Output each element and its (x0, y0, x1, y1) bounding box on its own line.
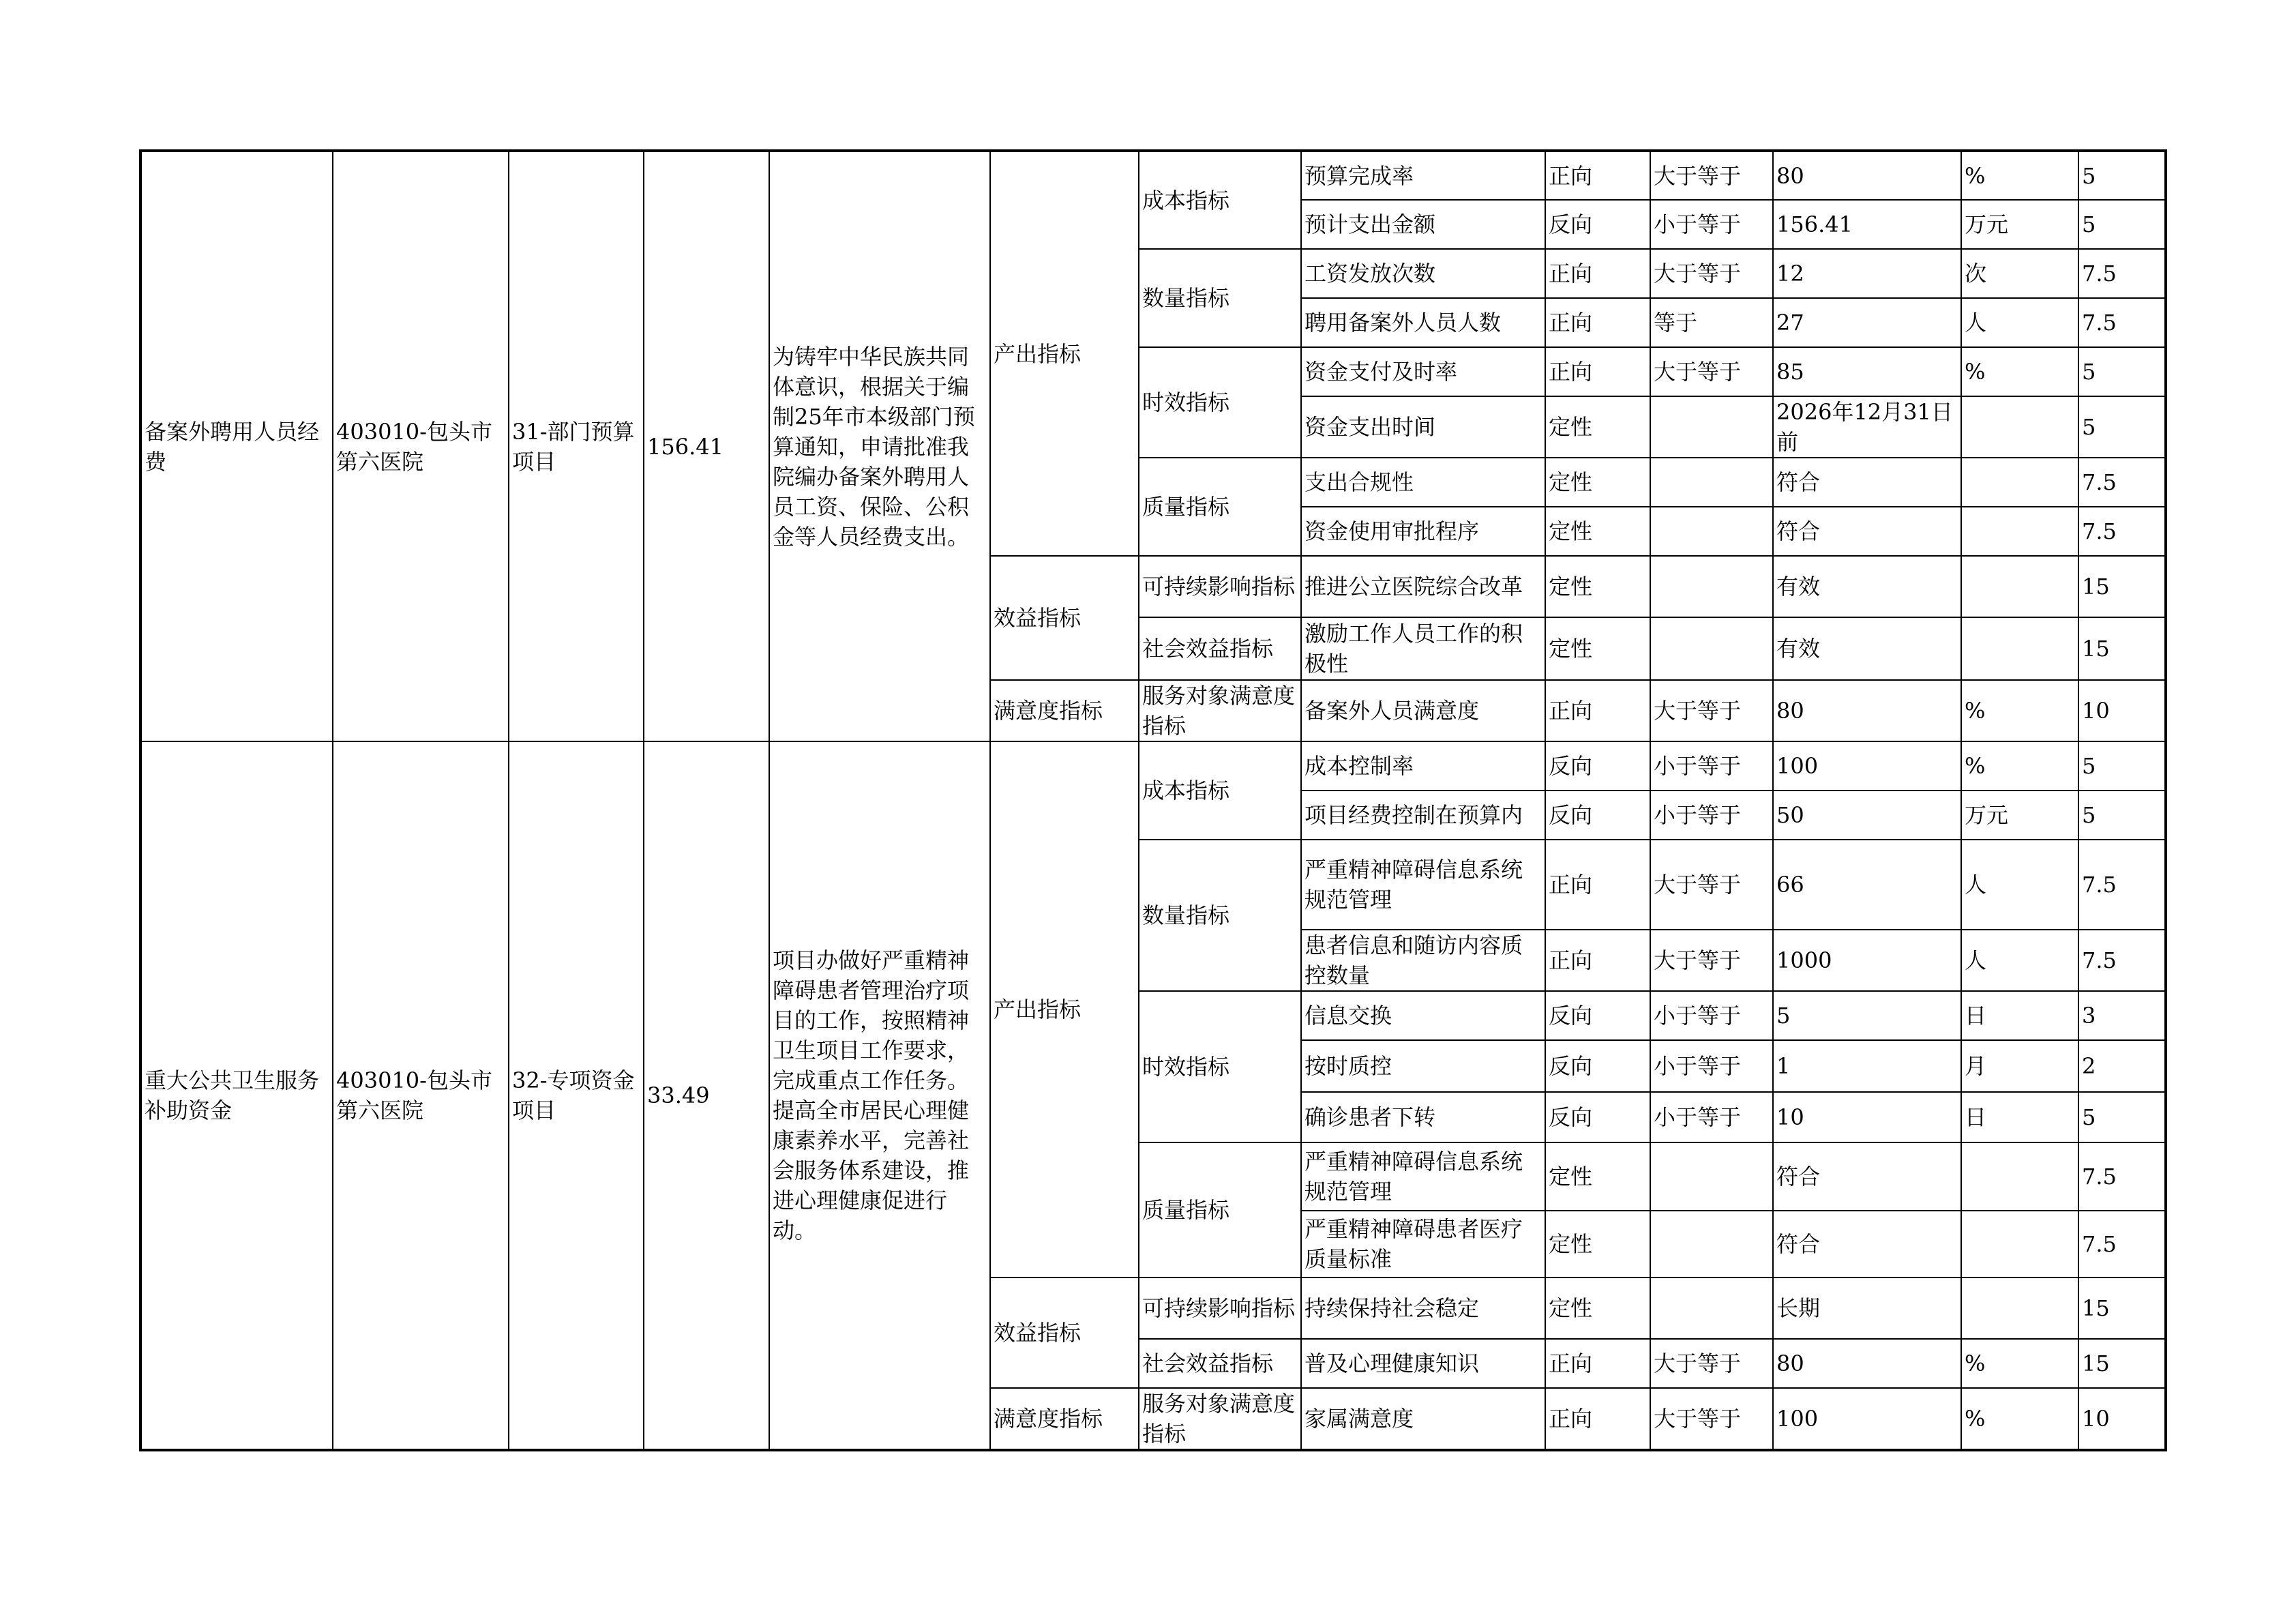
indicator-operator: 大于等于 (1650, 347, 1773, 396)
indicator-operator: 小于等于 (1650, 991, 1773, 1040)
level2-indicator: 质量指标 (1139, 458, 1301, 556)
indicator-name: 信息交换 (1301, 991, 1545, 1040)
indicator-value: 66 (1773, 840, 1961, 930)
level2-indicator: 可持续影响指标 (1139, 556, 1301, 617)
indicator-value: 2026年12月31日前 (1773, 396, 1961, 458)
level1-indicator: 满意度指标 (990, 680, 1139, 741)
indicator-unit: % (1961, 347, 2078, 396)
indicator-operator: 大于等于 (1650, 151, 1773, 200)
indicator-direction: 定性 (1545, 1211, 1650, 1278)
indicator-name: 激励工作人员工作的积极性 (1301, 617, 1545, 680)
indicator-weight: 2 (2078, 1040, 2166, 1092)
indicator-direction: 定性 (1545, 556, 1650, 617)
indicator-weight: 7.5 (2078, 249, 2166, 298)
indicator-unit: 日 (1961, 1092, 2078, 1142)
indicator-operator (1650, 617, 1773, 680)
indicator-direction: 正向 (1545, 930, 1650, 991)
indicator-direction: 反向 (1545, 1040, 1650, 1092)
indicator-value: 100 (1773, 1388, 1961, 1450)
indicator-name: 资金支付及时率 (1301, 347, 1545, 396)
indicator-value: 80 (1773, 1339, 1961, 1388)
indicator-operator: 小于等于 (1650, 791, 1773, 840)
indicator-value: 符合 (1773, 1211, 1961, 1278)
indicator-weight: 10 (2078, 1388, 2166, 1450)
indicator-name: 按时质控 (1301, 1040, 1545, 1092)
indicator-operator: 小于等于 (1650, 1040, 1773, 1092)
indicator-name: 持续保持社会稳定 (1301, 1278, 1545, 1339)
indicator-operator (1650, 458, 1773, 507)
indicator-unit (1961, 1142, 2078, 1211)
indicator-value: 85 (1773, 347, 1961, 396)
indicator-unit (1961, 617, 2078, 680)
indicator-unit: % (1961, 151, 2078, 200)
indicator-weight: 7.5 (2078, 1142, 2166, 1211)
table-row (140, 151, 2166, 200)
indicator-weight: 5 (2078, 200, 2166, 249)
indicator-weight: 7.5 (2078, 507, 2166, 556)
indicator-weight: 15 (2078, 556, 2166, 617)
indicator-weight: 7.5 (2078, 298, 2166, 347)
indicator-direction: 正向 (1545, 298, 1650, 347)
indicator-weight: 5 (2078, 1092, 2166, 1142)
indicator-unit: % (1961, 741, 2078, 791)
indicator-unit: 日 (1961, 991, 2078, 1040)
indicator-name: 确诊患者下转 (1301, 1092, 1545, 1142)
indicator-value: 12 (1773, 249, 1961, 298)
indicator-value: 80 (1773, 151, 1961, 200)
project-description: 项目办做好严重精神障碍患者管理治疗项目的工作，按照精神卫生项目工作要求，完成重点工作任务。提高全市居民心理健康素养水平，完善社会服务体系建设，推进心理健康促进行动。 (769, 741, 990, 1450)
project-description: 为铸牢中华民族共同体意识，根据关于编制25年市本级部门预算通知，申请批准我院编办备案外聘用人员工资、保险、公积金等人员经费支出。 (769, 151, 990, 741)
level2-indicator: 服务对象满意度指标 (1139, 1388, 1301, 1450)
indicator-weight: 15 (2078, 1339, 2166, 1388)
indicator-operator (1650, 556, 1773, 617)
indicator-name: 家属满意度 (1301, 1388, 1545, 1450)
indicator-name: 聘用备案外人员人数 (1301, 298, 1545, 347)
level2-indicator: 服务对象满意度指标 (1139, 680, 1301, 741)
performance-table (139, 149, 2167, 1451)
indicator-direction: 正向 (1545, 680, 1650, 741)
indicator-value: 有效 (1773, 617, 1961, 680)
indicator-name: 普及心理健康知识 (1301, 1339, 1545, 1388)
indicator-weight: 15 (2078, 617, 2166, 680)
indicator-weight: 7.5 (2078, 930, 2166, 991)
indicator-direction: 正向 (1545, 1388, 1650, 1450)
level2-indicator: 成本指标 (1139, 741, 1301, 840)
indicator-weight: 7.5 (2078, 840, 2166, 930)
indicator-direction: 正向 (1545, 840, 1650, 930)
indicator-direction: 反向 (1545, 1092, 1650, 1142)
indicator-weight: 7.5 (2078, 1211, 2166, 1278)
indicator-direction: 反向 (1545, 741, 1650, 791)
indicator-weight: 5 (2078, 347, 2166, 396)
indicator-value: 1 (1773, 1040, 1961, 1092)
indicator-direction: 定性 (1545, 396, 1650, 458)
indicator-unit: 人 (1961, 930, 2078, 991)
indicator-operator: 大于等于 (1650, 1339, 1773, 1388)
project-category: 31-部门预算项目 (509, 151, 644, 741)
project-amount: 156.41 (644, 151, 769, 741)
indicator-unit: 次 (1961, 249, 2078, 298)
indicator-direction: 定性 (1545, 617, 1650, 680)
indicator-direction: 反向 (1545, 200, 1650, 249)
indicator-value: 156.41 (1773, 200, 1961, 249)
indicator-operator: 小于等于 (1650, 200, 1773, 249)
indicator-operator: 大于等于 (1650, 840, 1773, 930)
level1-indicator: 产出指标 (990, 151, 1139, 556)
indicator-direction: 定性 (1545, 1278, 1650, 1339)
level2-indicator: 数量指标 (1139, 249, 1301, 347)
indicator-direction: 定性 (1545, 458, 1650, 507)
indicator-operator: 等于 (1650, 298, 1773, 347)
indicator-operator (1650, 1211, 1773, 1278)
indicator-unit: 万元 (1961, 200, 2078, 249)
indicator-weight: 5 (2078, 791, 2166, 840)
indicator-name: 预算完成率 (1301, 151, 1545, 200)
indicator-direction: 反向 (1545, 991, 1650, 1040)
project-category: 32-专项资金项目 (509, 741, 644, 1450)
indicator-direction: 正向 (1545, 1339, 1650, 1388)
indicator-unit: % (1961, 1388, 2078, 1450)
indicator-value: 符合 (1773, 458, 1961, 507)
indicator-weight: 5 (2078, 151, 2166, 200)
indicator-unit: % (1961, 680, 2078, 741)
indicator-operator: 大于等于 (1650, 1388, 1773, 1450)
level2-indicator: 时效指标 (1139, 347, 1301, 458)
indicator-direction: 正向 (1545, 347, 1650, 396)
indicator-name: 严重精神障碍信息系统规范管理 (1301, 1142, 1545, 1211)
indicator-unit: 万元 (1961, 791, 2078, 840)
indicator-unit (1961, 396, 2078, 458)
indicator-name: 成本控制率 (1301, 741, 1545, 791)
indicator-value: 符合 (1773, 1142, 1961, 1211)
indicator-operator: 小于等于 (1650, 741, 1773, 791)
indicator-weight: 15 (2078, 1278, 2166, 1339)
indicator-direction: 正向 (1545, 151, 1650, 200)
indicator-operator: 大于等于 (1650, 249, 1773, 298)
indicator-value: 长期 (1773, 1278, 1961, 1339)
project-amount: 33.49 (644, 741, 769, 1450)
indicator-value: 27 (1773, 298, 1961, 347)
project-name: 备案外聘用人员经费 (140, 151, 333, 741)
project-unit: 403010-包头市第六医院 (333, 741, 509, 1450)
indicator-operator (1650, 507, 1773, 556)
indicator-name: 推进公立医院综合改革 (1301, 556, 1545, 617)
indicator-value: 80 (1773, 680, 1961, 741)
level2-indicator: 成本指标 (1139, 151, 1301, 249)
project-unit: 403010-包头市第六医院 (333, 151, 509, 741)
indicator-direction: 定性 (1545, 1142, 1650, 1211)
indicator-name: 支出合规性 (1301, 458, 1545, 507)
level2-indicator: 社会效益指标 (1139, 1339, 1301, 1388)
indicator-value: 100 (1773, 741, 1961, 791)
indicator-unit: % (1961, 1339, 2078, 1388)
indicator-operator: 小于等于 (1650, 1092, 1773, 1142)
indicator-name: 项目经费控制在预算内 (1301, 791, 1545, 840)
indicator-name: 资金支出时间 (1301, 396, 1545, 458)
table-row (140, 741, 2166, 791)
indicator-operator: 大于等于 (1650, 680, 1773, 741)
indicator-name: 患者信息和随访内容质控数量 (1301, 930, 1545, 991)
indicator-weight: 5 (2078, 396, 2166, 458)
indicator-weight: 3 (2078, 991, 2166, 1040)
indicator-unit (1961, 1211, 2078, 1278)
indicator-unit: 人 (1961, 298, 2078, 347)
indicator-value: 1000 (1773, 930, 1961, 991)
level2-indicator: 社会效益指标 (1139, 617, 1301, 680)
indicator-unit: 月 (1961, 1040, 2078, 1092)
level1-indicator: 效益指标 (990, 1278, 1139, 1388)
indicator-weight: 7.5 (2078, 458, 2166, 507)
indicator-operator: 大于等于 (1650, 930, 1773, 991)
indicator-operator (1650, 1278, 1773, 1339)
indicator-operator (1650, 1142, 1773, 1211)
indicator-weight: 5 (2078, 741, 2166, 791)
indicator-operator (1650, 396, 1773, 458)
level2-indicator: 可持续影响指标 (1139, 1278, 1301, 1339)
indicator-value: 50 (1773, 791, 1961, 840)
indicator-unit (1961, 458, 2078, 507)
indicator-direction: 定性 (1545, 507, 1650, 556)
indicator-name: 资金使用审批程序 (1301, 507, 1545, 556)
indicator-unit (1961, 556, 2078, 617)
indicator-unit (1961, 1278, 2078, 1339)
level2-indicator: 时效指标 (1139, 991, 1301, 1142)
level2-indicator: 数量指标 (1139, 840, 1301, 991)
indicator-value: 10 (1773, 1092, 1961, 1142)
level1-indicator: 产出指标 (990, 741, 1139, 1278)
indicator-unit (1961, 507, 2078, 556)
indicator-name: 工资发放次数 (1301, 249, 1545, 298)
indicator-direction: 反向 (1545, 791, 1650, 840)
indicator-name: 严重精神障碍患者医疗质量标准 (1301, 1211, 1545, 1278)
level2-indicator: 质量指标 (1139, 1142, 1301, 1278)
level1-indicator: 满意度指标 (990, 1388, 1139, 1450)
indicator-direction: 正向 (1545, 249, 1650, 298)
indicator-value: 符合 (1773, 507, 1961, 556)
indicator-value: 5 (1773, 991, 1961, 1040)
level1-indicator: 效益指标 (990, 556, 1139, 680)
indicator-name: 备案外人员满意度 (1301, 680, 1545, 741)
indicator-name: 严重精神障碍信息系统规范管理 (1301, 840, 1545, 930)
indicator-name: 预计支出金额 (1301, 200, 1545, 249)
indicator-unit: 人 (1961, 840, 2078, 930)
indicator-weight: 10 (2078, 680, 2166, 741)
project-name: 重大公共卫生服务补助资金 (140, 741, 333, 1450)
indicator-value: 有效 (1773, 556, 1961, 617)
